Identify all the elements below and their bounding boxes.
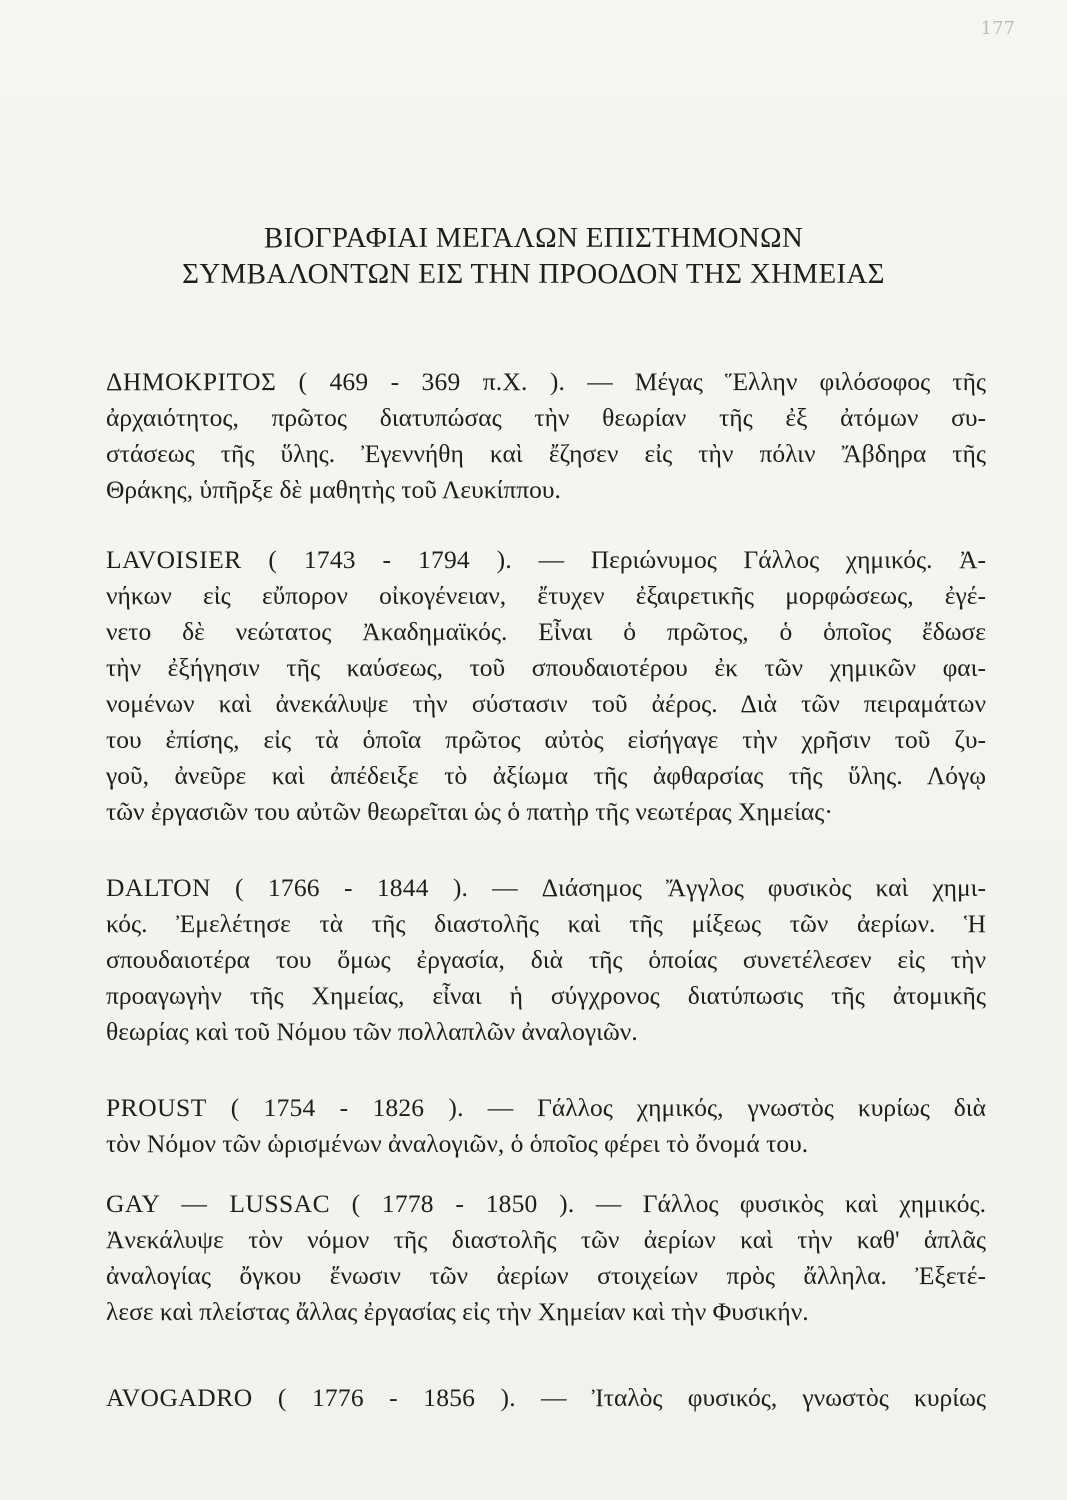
entry-text-line: νετο δὲ νεώτατος Ἀκαδημαϊκός. Εἶναι ὁ πρῶτος, ὁ ὁποῖος ἔδωσε [106, 617, 986, 646]
entry-text-line: ἀρχαιότητος, πρῶτος διατυπώσας τὴν θεωρίαν τῆς ἐξ ἀτόμων συ- [106, 403, 986, 432]
entry-text-line: νομένων καὶ ἀνεκάλυψε τὴν σύστασιν τοῦ ἀέρος. Διὰ τῶν πειραμάτων [106, 689, 986, 718]
life-dates: ( 1778 - 1850 ). [351, 1189, 575, 1218]
scientist-name: PROUST [106, 1093, 207, 1122]
entry-first-line [106, 1186, 986, 1222]
entry-text-line: τὴν ἐξήγησιν τῆς καύσεως, τοῦ σπουδαιοτέρου ἐκ τῶν χημικῶν φαι- [106, 653, 986, 682]
entry-text-line: ἀναλογίας ὄγκου ἕνωσιν τῶν ἀερίων στοιχείων πρὸς ἄλληλα. Ἐξετέ- [106, 1261, 986, 1290]
entry-text-line: θεωρίας καὶ τοῦ Νόμου τῶν πολλαπλῶν ἀναλογιῶν. [106, 1017, 638, 1046]
entry-text-line: τῶν ἐργασιῶν του αὐτῶν θεωρεῖται ὡς ὁ πατὴρ τῆς νεωτέρας Χημείας· [106, 797, 833, 826]
entry-first-line [106, 870, 986, 906]
entry-text-line: σπουδαιοτέρα του ὅμως ἐργασία, διὰ τῆς ὁποίας συνετέλεσεν εἰς τὴν [106, 945, 986, 974]
entry-text-line: — Γάλλος χημικός, γνωστὸς κυρίως διὰ [487, 1093, 987, 1122]
page-number: 177 [980, 18, 1015, 39]
entry-text-line: — Μέγας Ἕλλην φιλόσοφος τῆς [587, 367, 986, 396]
life-dates: ( 469 - 369 π.Χ. ). [298, 367, 566, 396]
entry-text-line: Θράκης, ὑπῆρξε δὲ μαθητὴς τοῦ Λευκίππου. [106, 475, 561, 504]
entry-text-line: λεσε καὶ πλείστας ἄλλας ἐργασίας εἰς τὴν Χημείαν καὶ τὴν Φυσικήν. [106, 1297, 809, 1326]
biography-entry-gay-lussac [106, 1186, 986, 1330]
entry-text-line: τὸν Νόμον τῶν ὡρισμένων ἀναλογιῶν, ὁ ὁποῖος φέρει τὸ ὄνομά του. [106, 1129, 809, 1158]
entry-text-line: — Γάλλος φυσικὸς καὶ χημικός. [595, 1189, 986, 1218]
life-dates: ( 1776 - 1856 ). [277, 1383, 516, 1412]
entry-text-line: — Περιώνυμος Γάλλος χημικός. Ἀ- [538, 545, 987, 574]
biography-entry-democritus [106, 364, 986, 508]
entry-first-line [106, 1090, 986, 1126]
scientist-name: DALTON [106, 873, 212, 902]
entry-text-line: γοῦ, ἀνεῦρε καὶ ἀπέδειξε τὸ ἀξίωμα τῆς ἀφθαρσίας τῆς ὕλης. Λόγῳ [106, 761, 986, 790]
entry-text-line: νήκων εἰς εὔπορον οἰκογένειαν, ἔτυχεν ἐξαιρετικῆς μορφώσεως, ἐγέ- [106, 581, 986, 610]
life-dates: ( 1754 - 1826 ). [230, 1093, 464, 1122]
entry-text-line: προαγωγὴν τῆς Χημείας, εἶναι ἡ σύγχρονος διατύπωσις τῆς ἀτομικῆς [106, 981, 986, 1010]
life-dates: ( 1766 - 1844 ). [235, 873, 469, 902]
entry-text-line: Ἀνεκάλυψε τὸν νόμον τῆς διαστολῆς τῶν ἀερίων καὶ τὴν καθ' ἁπλᾶς [106, 1225, 986, 1254]
entry-text-line: κός. Ἐμελέτησε τὰ τῆς διαστολῆς καὶ τῆς μίξεως τῶν ἀερίων. Ἡ [106, 909, 986, 938]
biography-entry-proust [106, 1090, 986, 1162]
entry-first-line [106, 1380, 986, 1416]
page-title-line-2: ΣΥΜΒΑΛΟΝΤΩΝ ΕΙΣ ΤΗΝ ΠΡΟΟΔΟΝ ΤΗΣ ΧΗΜΕΙΑΣ [182, 258, 885, 290]
scientist-name: LAVOISIER [106, 545, 242, 574]
biography-entry-dalton [106, 870, 986, 1050]
biography-entry-avogadro [106, 1380, 986, 1416]
life-dates: ( 1743 - 1794 ). [268, 545, 512, 574]
page-title-line-1: ΒΙΟΓΡΑΦΙΑΙ ΜΕΓΑΛΩΝ ΕΠΙΣΤΗΜΟΝΩΝ [263, 222, 804, 254]
entry-text-line: — Ἰταλὸς φυσικός, γνωστὸς κυρίως [541, 1383, 987, 1412]
entry-text-line: — Διάσημος Ἄγγλος φυσικὸς καὶ χημι- [492, 873, 986, 902]
entry-first-line [106, 364, 986, 400]
biography-entry-lavoisier [106, 542, 986, 830]
entry-first-line [106, 542, 986, 578]
scientist-name: ΔΗΜΟΚΡΙΤΟΣ [106, 367, 277, 396]
scientist-name: GAY — LUSSAC [106, 1189, 331, 1218]
entry-text-line: στάσεως τῆς ὕλης. Ἐγεννήθη καὶ ἔζησεν εἰς τὴν πόλιν Ἄβδηρα τῆς [106, 439, 986, 468]
entry-text-line: του ἐπίσης, εἰς τὰ ὁποῖα πρῶτος αὐτὸς εἰσήγαγε τὴν χρῆσιν τοῦ ζυ- [106, 725, 986, 754]
scientist-name: AVOGADRO [106, 1383, 253, 1412]
